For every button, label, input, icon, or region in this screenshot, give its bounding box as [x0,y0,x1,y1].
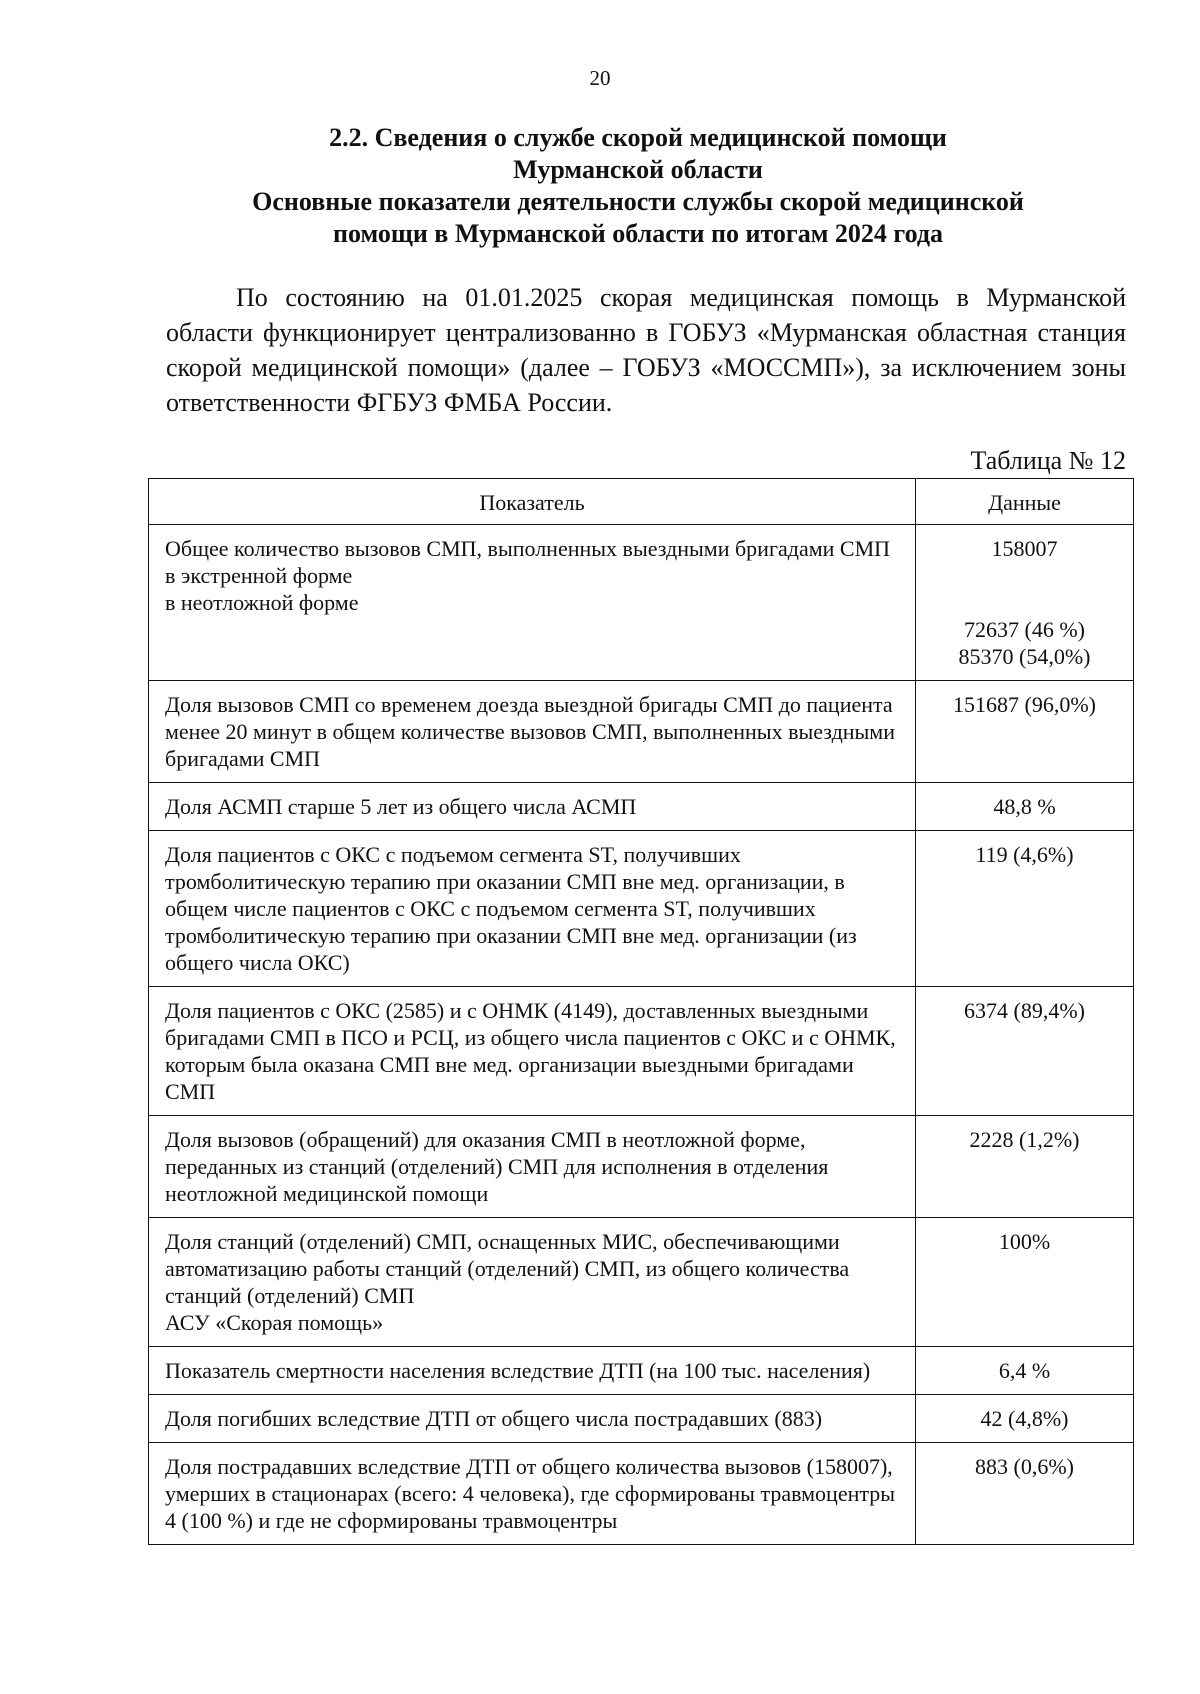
table-caption: Таблица № 12 [970,446,1126,475]
header-indicator: Показатель [149,479,916,525]
value-cell: 6,4 % [916,1347,1134,1395]
table-row [149,1443,1134,1545]
table-row [149,1395,1134,1443]
value-cell [916,525,1134,681]
value-cell: 48,8 % [916,783,1134,831]
indicator-cell: Доля пациентов с ОКС (2585) и с ОНМК (4149), доставленных выездными бригадами СМП в ПСО и РСЦ, из общего числа пациентов с ОКС и с ОНМК, которым была оказана СМП вне мед. организации выездными бригадами СМП [149,987,916,1116]
value-total: 158007 [991,536,1058,561]
section-title-line-1: 2.2. Сведения о службе скорой медицинской помощи [329,123,947,152]
table-row [149,987,1134,1116]
table-row [149,525,1134,681]
value-cell: 119 (4,6%) [916,831,1134,987]
table-row [149,831,1134,987]
indicator-text: Доля станций (отделений) СМП, оснащенных МИС, обеспечивающими автоматизацию работы станций (отделений) СМП, из общего количества станций (отделений) СМП [165,1229,850,1308]
table-header-row [149,479,1134,525]
indicator-cell: Доля вызовов СМП со временем доезда выездной бригады СМП до пациента менее 20 минут в общем количестве вызовов СМП, выполненных выездными бригадами СМП [149,681,916,783]
indicator-sub-emergency: в экстренной форме [165,563,353,588]
value-cell: 151687 (96,0%) [916,681,1134,783]
value-emergency: 72637 (46 %) [964,617,1085,642]
table-row [149,1347,1134,1395]
header-data: Данные [916,479,1134,525]
section-headings [150,122,1126,250]
indicator-text: Общее количество вызовов СМП, выполненных выездными бригадами СМП [165,536,891,561]
table-row [149,681,1134,783]
value-cell: 883 (0,6%) [916,1443,1134,1545]
value-cell: 6374 (89,4%) [916,987,1134,1116]
value-cell: 2228 (1,2%) [916,1116,1134,1218]
section-title-line-2: Мурманской области [513,155,763,184]
indicator-sub-urgent: в неотложной форме [165,590,359,615]
table-row [149,1218,1134,1347]
indicator-cell: Доля погибших вследствие ДТП от общего числа пострадавших (883) [149,1395,916,1443]
intro-paragraph: По состоянию на 01.01.2025 скорая медицинская помощь в Мурманской области функционирует централизованно в ГОБУЗ «Мурманская областная станция скорой медицинской помощи» (далее – ГОБУЗ «МОССМП»), за исключением зоны ответственности ФГБУЗ ФМБА России. [166,283,1126,417]
table-row [149,783,1134,831]
value-cell: 42 (4,8%) [916,1395,1134,1443]
subtitle-line-1: Основные показатели деятельности службы скорой медицинской [252,187,1024,216]
indicator-cell [149,1218,916,1347]
indicator-cell: Доля АСМП старше 5 лет из общего числа АСМП [149,783,916,831]
indicator-cell [149,525,916,681]
page-number: 20 [589,66,611,90]
indicator-cell: Показатель смертности населения вследствие ДТП (на 100 тыс. населения) [149,1347,916,1395]
indicator-cell: Доля пострадавших вследствие ДТП от общего количества вызовов (158007), умерших в стационарах (всего: 4 человека), где сформированы травмоцентры 4 (100 %) и где не сформированы травмоцентры [149,1443,916,1545]
indicator-cell: Доля вызовов (обращений) для оказания СМП в неотложной форме, переданных из станций (отделений) СМП для исполнения в отделения неотложной медицинской помощи [149,1116,916,1218]
table-row [149,1116,1134,1218]
indicator-extra: АСУ «Скорая помощь» [165,1310,384,1335]
subtitle-line-2: помощи в Мурманской области по итогам 2024 года [333,219,943,248]
indicators-table [148,478,1134,1545]
value-urgent: 85370 (54,0%) [958,644,1091,669]
value-cell: 100% [916,1218,1134,1347]
indicator-cell: Доля пациентов с ОКС с подъемом сегмента ST, получивших тромболитическую терапию при оказании СМП вне мед. организации, в общем числе пациентов с ОКС с подъемом сегмента ST, получивших тромболитическую терапию при оказании СМП вне мед. организации (из общего числа ОКС) [149,831,916,987]
